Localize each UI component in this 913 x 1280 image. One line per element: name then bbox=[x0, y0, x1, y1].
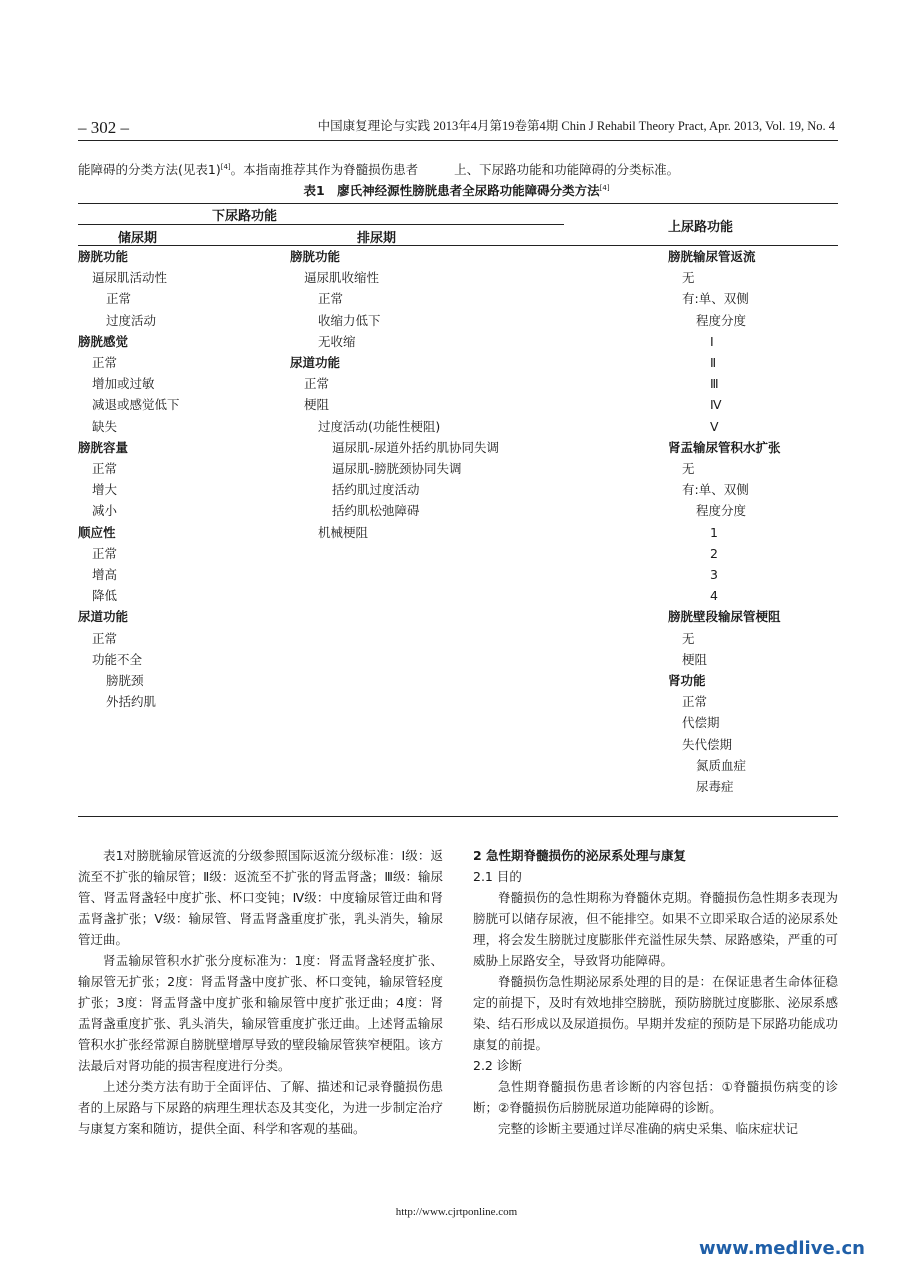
table-cell: 2 bbox=[710, 545, 718, 561]
header-voiding: 排尿期 bbox=[357, 231, 397, 246]
table-cell: 正常 bbox=[318, 291, 344, 307]
footer-url: http://www.cjrtponline.com bbox=[395, 1206, 518, 1218]
table-bottom-rule bbox=[78, 816, 838, 817]
section-heading: 2.1 目的 bbox=[473, 869, 522, 884]
paragraph: 表1对膀胱输尿管返流的分级参照国际返流分级标准：Ⅰ级：返流至不扩张的输尿管；Ⅱ级：返流至不扩张的肾盂肾盏；Ⅲ级：输尿管、肾盂肾盏轻中度扩张、杯口变钝；Ⅳ级：中度输尿管迂曲和肾盂肾盏扩张；Ⅴ级：输尿管、肾盂肾盏重度扩张，乳头消失，输尿管迂曲。 bbox=[78, 848, 443, 947]
paragraph: 肾盂输尿管积水扩张分度标准为：1度：肾盂肾盏轻度扩张、输尿管无扩张；2度：肾盂肾盏中度扩张、杯口变钝，输尿管轻度扩张；3度：肾盂肾盏中度扩张和输尿管中度扩张迂曲；4度：肾盂肾盏重度扩张、乳头消失，输尿管重度扩张迂曲。上述肾盂输尿管积水扩张经常源自膀胱壁增厚导致的壁段输尿管狭窄梗阻。该方法最后对肾功能的损害程度进行分类。 bbox=[78, 953, 443, 1073]
header-bottom-rule bbox=[78, 245, 838, 246]
section-heading: 2 急性期脊髓损伤的泌尿系处理与康复 bbox=[473, 848, 687, 863]
table-cell: 尿道功能 bbox=[78, 609, 129, 625]
intro-text-2: 。本指南推荐其作为脊髓损伤患者 bbox=[230, 162, 419, 177]
table-cell: 正常 bbox=[92, 461, 118, 476]
table-cell: 尿道功能 bbox=[290, 355, 341, 370]
table-cell: Ⅴ bbox=[710, 418, 719, 434]
table-cell: 肾功能 bbox=[668, 673, 706, 688]
table-cell: 增加或过敏 bbox=[92, 376, 155, 392]
table-cell: 功能不全 bbox=[92, 651, 143, 667]
table-cell: Ⅳ bbox=[710, 397, 722, 413]
page-number: – 302 – bbox=[78, 118, 129, 137]
table-cell: 正常 bbox=[304, 376, 330, 392]
table-cell: 降低 bbox=[92, 588, 118, 604]
table-cell: 3 bbox=[710, 567, 718, 582]
table-cell: 程度分度 bbox=[696, 503, 747, 519]
table-cell: 膀胱容量 bbox=[78, 439, 129, 455]
journal-header: 中国康复理论与实践 2013年4月第19卷第4期 Chin J Rehabil Theory Pract, Apr. 2013, Vol. 19, No. 4 bbox=[317, 119, 835, 133]
table-cell: 有:单、双侧 bbox=[682, 482, 749, 498]
table-cell: 机械梗阻 bbox=[318, 524, 369, 540]
table-cell: 肾盂输尿管积水扩张 bbox=[668, 439, 781, 455]
table-cell: 膀胱感觉 bbox=[78, 333, 129, 349]
header-upper-tract: 上尿路功能 bbox=[668, 220, 734, 235]
table-cell: 正常 bbox=[106, 291, 132, 307]
table-cell: 4 bbox=[710, 588, 718, 604]
table-cell: 梗阻 bbox=[682, 651, 708, 667]
table-cell: 增高 bbox=[92, 567, 118, 582]
table-cell: 逼尿肌-尿道外括约肌协同失调 bbox=[332, 439, 500, 455]
right-text-column bbox=[473, 845, 838, 1139]
table-cell: 氮质血症 bbox=[696, 757, 747, 773]
table-cell: 膀胱功能 bbox=[290, 249, 341, 264]
table-cell: 减退或感觉低下 bbox=[92, 397, 180, 413]
table-cell: 正常 bbox=[92, 630, 118, 646]
table-cell: 无 bbox=[682, 630, 695, 646]
table-cell: 有:单、双侧 bbox=[682, 291, 749, 307]
paragraph: 急性期脊髓损伤患者诊断的内容包括：①脊髓损伤病变的诊断；②脊髓损伤后膀胱尿道功能障碍的诊断。 bbox=[473, 1079, 838, 1115]
table-cell: 正常 bbox=[682, 694, 708, 710]
table-cell: 无 bbox=[682, 461, 695, 476]
paragraph: 完整的诊断主要通过详尽准确的病史采集、临床症状记 bbox=[498, 1121, 799, 1136]
table-cell: 增大 bbox=[92, 482, 118, 498]
table-cell: 外括约肌 bbox=[106, 694, 157, 710]
table-caption-ref: [4] bbox=[599, 183, 610, 192]
table-cell: 正常 bbox=[92, 545, 118, 561]
table-cell: 无收缩 bbox=[318, 333, 356, 349]
table-cell: 无 bbox=[682, 270, 695, 286]
table-cell: 膀胱颈 bbox=[106, 673, 144, 688]
header-mid-rule bbox=[78, 224, 564, 225]
table-cell: 逼尿肌-膀胱颈协同失调 bbox=[332, 461, 462, 476]
table-cell: 顺应性 bbox=[78, 524, 116, 540]
table-cell: 逼尿肌活动性 bbox=[92, 270, 168, 286]
table-cell: Ⅰ bbox=[710, 333, 714, 349]
header-lower-tract: 下尿路功能 bbox=[212, 209, 278, 224]
table-cell: 尿毒症 bbox=[696, 779, 734, 794]
table-cell: 失代偿期 bbox=[682, 736, 733, 752]
table-cell: Ⅲ bbox=[710, 376, 719, 392]
table-cell: 程度分度 bbox=[696, 312, 747, 328]
table-cell: 梗阻 bbox=[304, 397, 330, 413]
watermark-text: www.medlive.cn bbox=[698, 1238, 865, 1259]
table-cell: 收缩力低下 bbox=[318, 312, 381, 328]
paragraph: 脊髓损伤急性期泌尿系处理的目的是：在保证患者生命体征稳定的前提下，及时有效地排空膀胱，预防膀胱过度膨胀、泌尿系感染、结石形成以及尿道损伤。早期并发症的预防是下尿路功能成功康复的前提。 bbox=[473, 974, 838, 1052]
table-caption-text: 表1 廖氏神经源性膀胱患者全尿路功能障碍分类方法 bbox=[303, 183, 600, 198]
left-text-column bbox=[78, 845, 443, 1139]
table-cell: 减小 bbox=[92, 503, 118, 519]
table-cell: 膀胱功能 bbox=[78, 249, 129, 264]
table-cell: 膀胱壁段输尿管梗阻 bbox=[668, 609, 781, 625]
paragraph: 上述分类方法有助于全面评估、了解、描述和记录脊髓损伤患者的上尿路与下尿路的病理生理状态及其变化，为进一步制定治疗与康复方案和随访，提供全面、科学和客观的基础。 bbox=[78, 1079, 443, 1136]
table-cell: 缺失 bbox=[92, 418, 118, 434]
table-top-rule bbox=[78, 203, 838, 204]
table-cell: 逼尿肌收缩性 bbox=[304, 270, 380, 286]
table-cell: 代偿期 bbox=[682, 715, 720, 731]
table-cell: Ⅱ bbox=[710, 355, 717, 370]
table-cell: 括约肌松弛障碍 bbox=[332, 503, 420, 519]
paragraph: 脊髓损伤的急性期称为脊髓休克期。脊髓损伤急性期多表现为膀胱可以储存尿液，但不能排空。如果不立即采取合适的泌尿系处理，将会发生膀胱过度膨胀伴充溢性尿失禁、尿路感染，严重的可威胁上尿路安全，导致肾功能障碍。 bbox=[473, 890, 838, 968]
table-cell: 1 bbox=[710, 524, 718, 540]
table-cell: 括约肌过度活动 bbox=[332, 482, 420, 498]
table-cell: 过度活动 bbox=[106, 312, 157, 328]
intro-ref: [4] bbox=[220, 162, 231, 171]
intro-text-3: 上、下尿路功能和功能障碍的分类标准。 bbox=[454, 162, 680, 177]
table-cell: 过度活动(功能性梗阻) bbox=[318, 418, 441, 434]
section-heading: 2.2 诊断 bbox=[473, 1058, 522, 1073]
table-cell: 正常 bbox=[92, 355, 118, 370]
intro-text-1: 能障碍的分类方法(见表1) bbox=[78, 162, 221, 177]
table-cell: 膀胱输尿管返流 bbox=[668, 249, 756, 264]
header-storage: 储尿期 bbox=[118, 231, 158, 246]
